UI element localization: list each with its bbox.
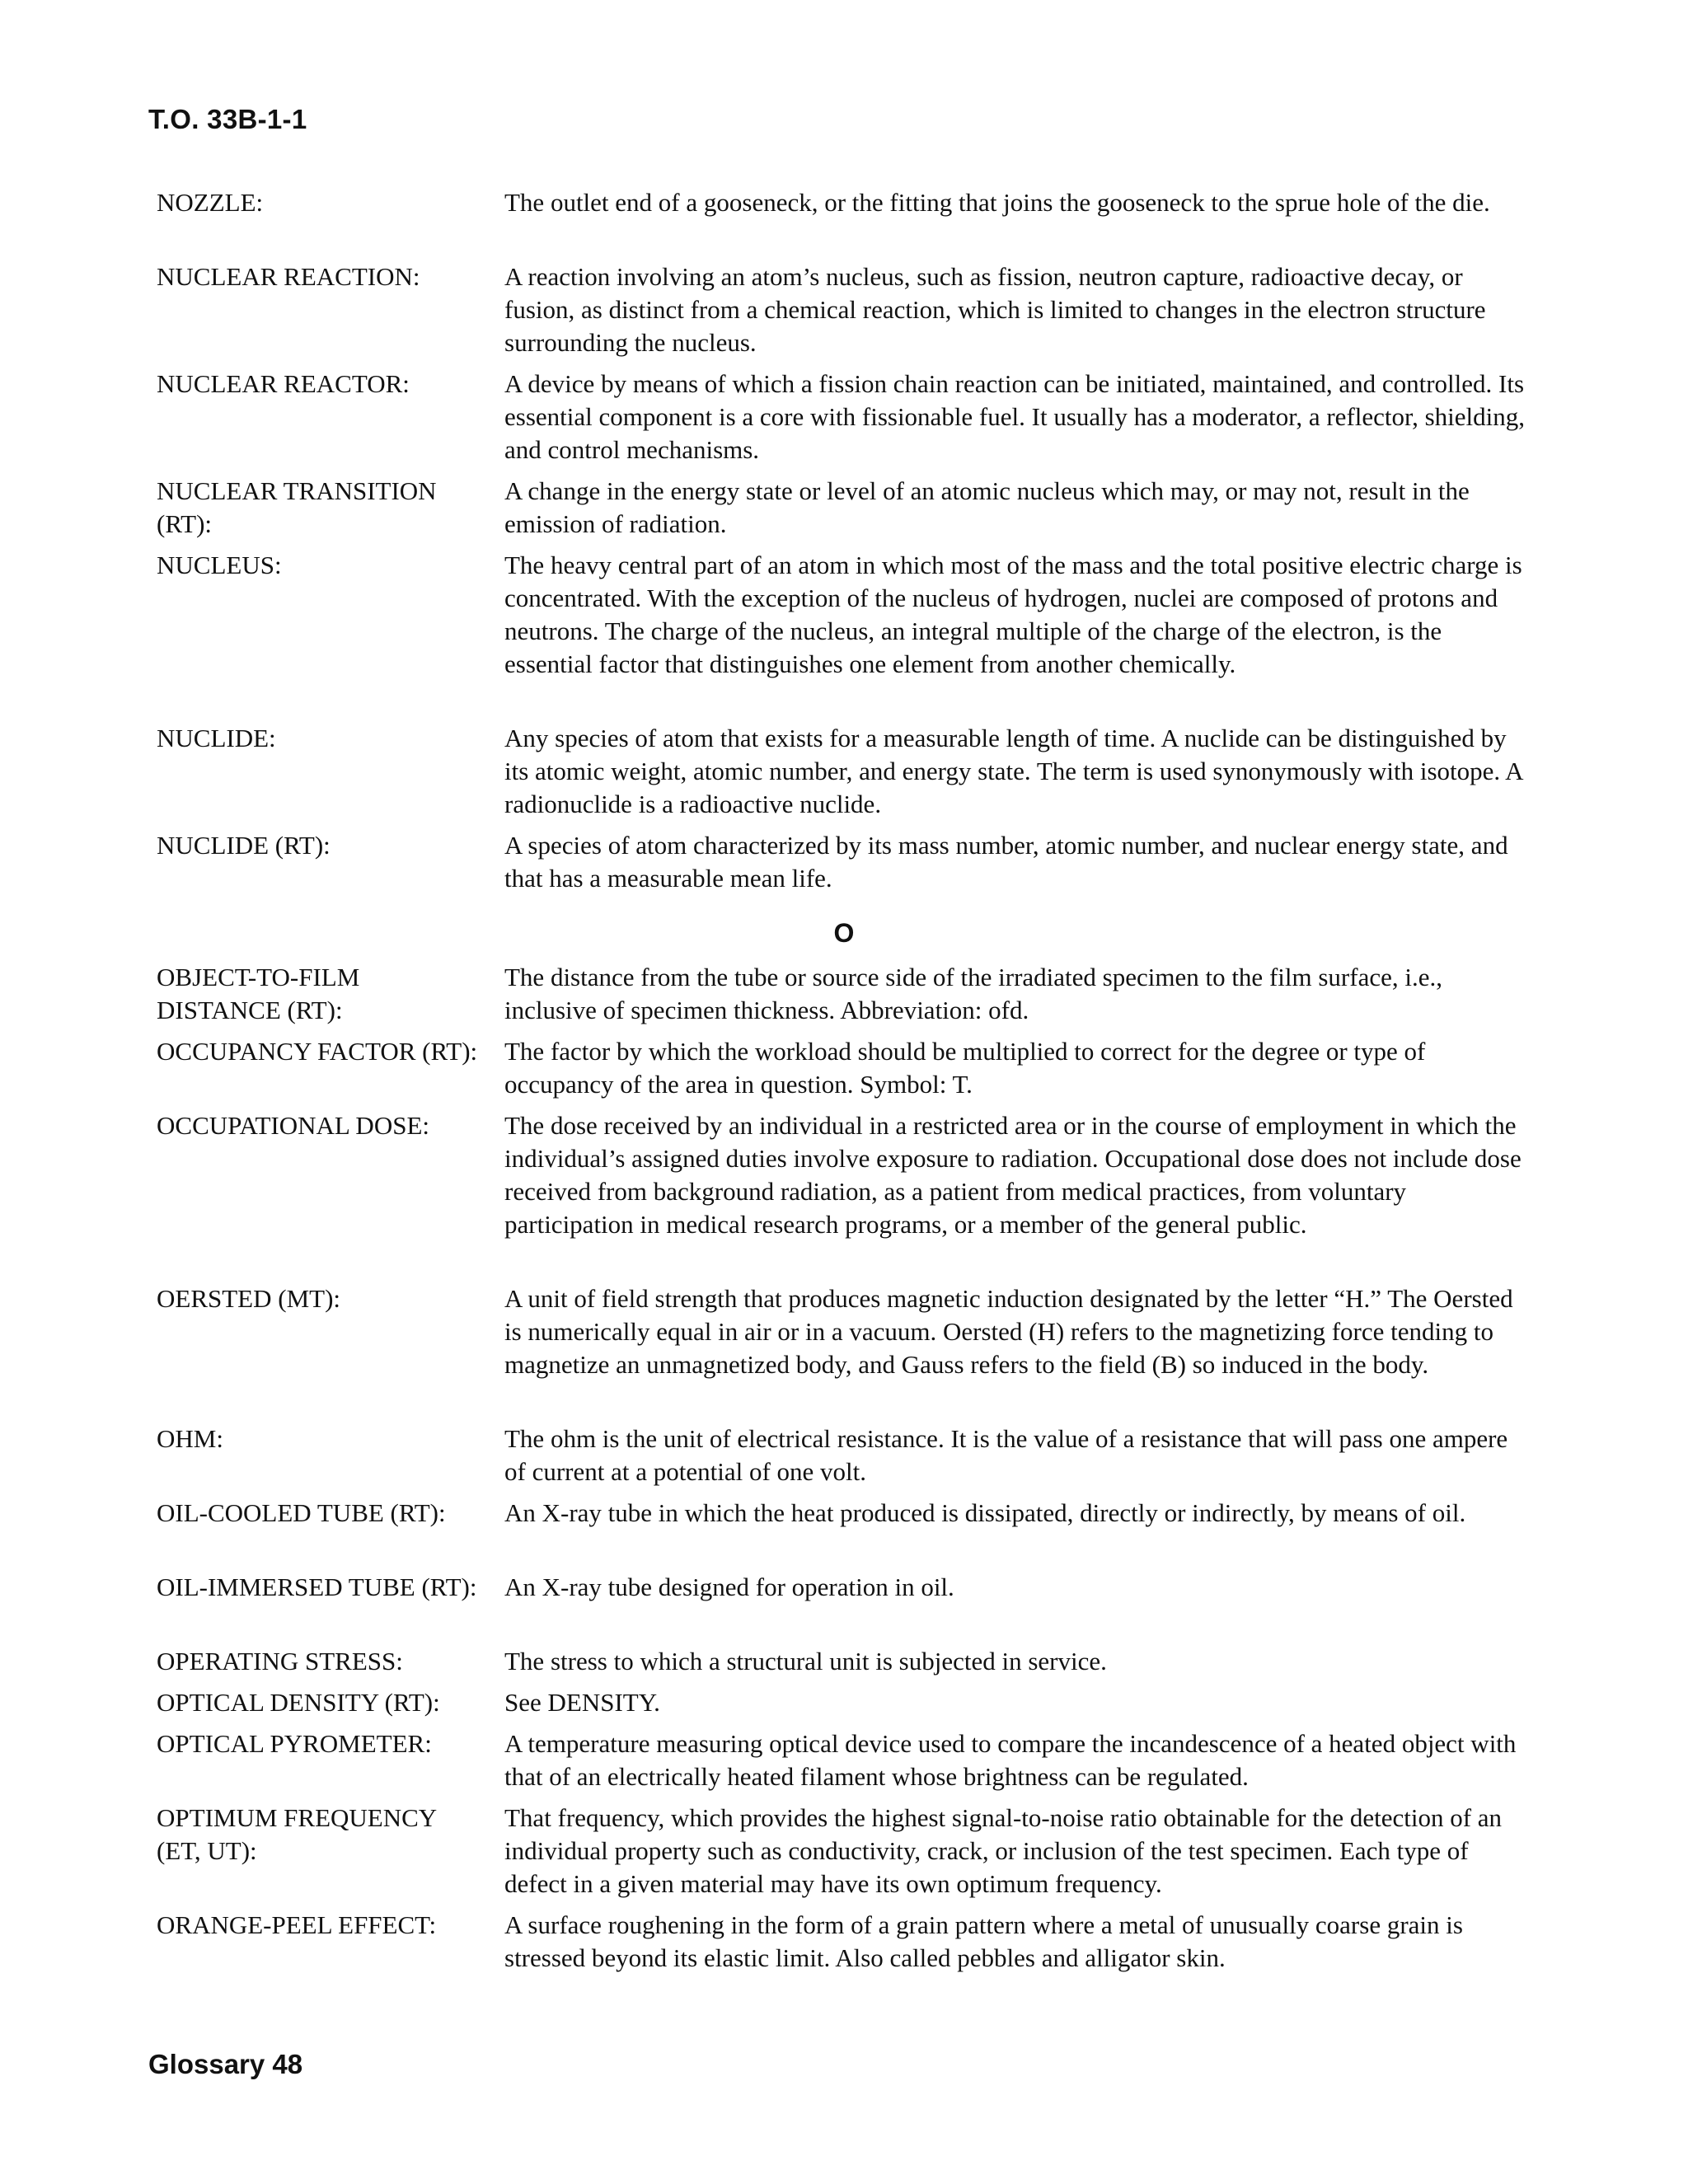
glossary-term: NUCLEUS: — [157, 551, 282, 579]
glossary-term: OHM: — [157, 1424, 223, 1453]
glossary-definition: See DENSITY. — [504, 1688, 660, 1717]
glossary-definition: A species of atom characterized by its mass number, atomic number, and nuclear energy state, and that has a measurable mean life. — [504, 831, 1508, 893]
glossary-term: OCCUPANCY FACTOR (RT): — [157, 1037, 478, 1066]
glossary-definition: The dose received by an individual in a restricted area or in the course of employment in which the individual’s assigned duties involve exposure to radiation. Occupational dose does not include dose received from background radiation, as a patient from medical practices, from voluntary participation in medical research programs, or a member of the general public. — [504, 1111, 1522, 1239]
glossary-definition: A surface roughening in the form of a grain pattern where a metal of unusually coarse grain is stressed beyond its elastic limit. Also called pebbles and alligator skin. — [504, 1910, 1463, 1972]
glossary-definition: The factor by which the workload should be multiplied to correct for the degree or type of occupancy of the area in question. Symbol: T. — [504, 1037, 1426, 1099]
glossary-definition: The heavy central part of an atom in which most of the mass and the total positive electric charge is concentrated. With the exception of the nucleus of hydrogen, nuclei are composed of protons and neutrons. The charge of the nucleus, an integral multiple of the charge of the electron, is the essential factor that distinguishes one element from another chemically. — [504, 551, 1522, 678]
document-id: T.O. 33B-1-1 — [148, 104, 307, 134]
glossary-definition: The stress to which a structural unit is subjected in service. — [504, 1647, 1107, 1675]
glossary-term: OBJECT-TO-FILM DISTANCE (RT): — [157, 963, 360, 1024]
glossary-definition: Any species of atom that exists for a measurable length of time. A nuclide can be distinguished by its atomic weight, atomic number, and energy state. The term is used synonymously with isotope. A radionuclide is a radioactive nuclide. — [504, 724, 1522, 818]
glossary-term: NUCLEAR TRANSITION (RT): — [157, 476, 437, 538]
glossary-definition: The distance from the tube or source side of the irradiated specimen to the film surface, i.e., inclusive of specimen thickness. Abbreviation: ofd. — [504, 963, 1442, 1024]
glossary-definition: A temperature measuring optical device used to compare the incandescence of a heated object with that of an electrically heated filament whose brightness can be regulated. — [504, 1729, 1517, 1791]
glossary-term: NUCLIDE (RT): — [157, 831, 331, 860]
glossary-term: OPERATING STRESS: — [157, 1647, 403, 1675]
glossary-definition: That frequency, which provides the highest signal-to-noise ratio obtainable for the detection of an individual property such as conductivity, crack, or inclusion of the test specimen. Each type of defect in a given material may have its own optimum frequency. — [504, 1803, 1503, 1898]
glossary-term: NUCLEAR REACTION: — [157, 262, 420, 291]
glossary-definition: A reaction involving an atom’s nucleus, such as fission, neutron capture, radioactive decay, or fusion, as distinct from a chemical reaction, which is limited to changes in the electron structure surrounding the nucleus. — [504, 262, 1486, 357]
glossary-definition: An X-ray tube in which the heat produced is dissipated, directly or indirectly, by means of oil. — [504, 1498, 1466, 1527]
glossary-term: ORANGE-PEEL EFFECT: — [157, 1910, 437, 1939]
glossary-term: OERSTED (MT): — [157, 1284, 341, 1313]
glossary-term: OPTICAL PYROMETER: — [157, 1729, 432, 1758]
glossary-term: NUCLEAR REACTOR: — [157, 369, 410, 398]
glossary-term: OIL-COOLED TUBE (RT): — [157, 1498, 446, 1527]
glossary-term: NUCLIDE: — [157, 724, 276, 752]
glossary-definition: The ohm is the unit of electrical resistance. It is the value of a resistance that will pass one ampere of current at a potential of one volt. — [504, 1424, 1508, 1486]
glossary-term: OPTICAL DENSITY (RT): — [157, 1688, 440, 1717]
glossary-definition: A change in the energy state or level of an atomic nucleus which may, or may not, result in the emission of radiation. — [504, 476, 1470, 538]
glossary-term: OIL-IMMERSED TUBE (RT): — [157, 1572, 477, 1601]
glossary-term: OCCUPATIONAL DOSE: — [157, 1111, 429, 1140]
glossary-term: NOZZLE: — [157, 188, 264, 217]
glossary-definition: A device by means of which a fission chain reaction can be initiated, maintained, and controlled. Its essential component is a core with fissionable fuel. It usually has a moderator, a reflector, shielding, and control mechanisms. — [504, 369, 1526, 464]
glossary-term: OPTIMUM FREQUENCY (ET, UT): — [157, 1803, 437, 1865]
page-number: Glossary 48 — [148, 2049, 303, 2079]
glossary-definition: An X-ray tube designed for operation in oil. — [504, 1572, 954, 1601]
glossary-definition: A unit of field strength that produces magnetic induction designated by the letter “H.” The Oersted is numerically equal in air or in a vacuum. Oersted (H) refers to the magnetizing force tending to magnetize an unmagnetized body, and Gauss refers to the field (B) so induced in the body. — [504, 1284, 1513, 1379]
glossary-definition: The outlet end of a gooseneck, or the fitting that joins the gooseneck to the sprue hole of the die. — [504, 188, 1490, 217]
section-letter-heading: O — [833, 918, 855, 948]
